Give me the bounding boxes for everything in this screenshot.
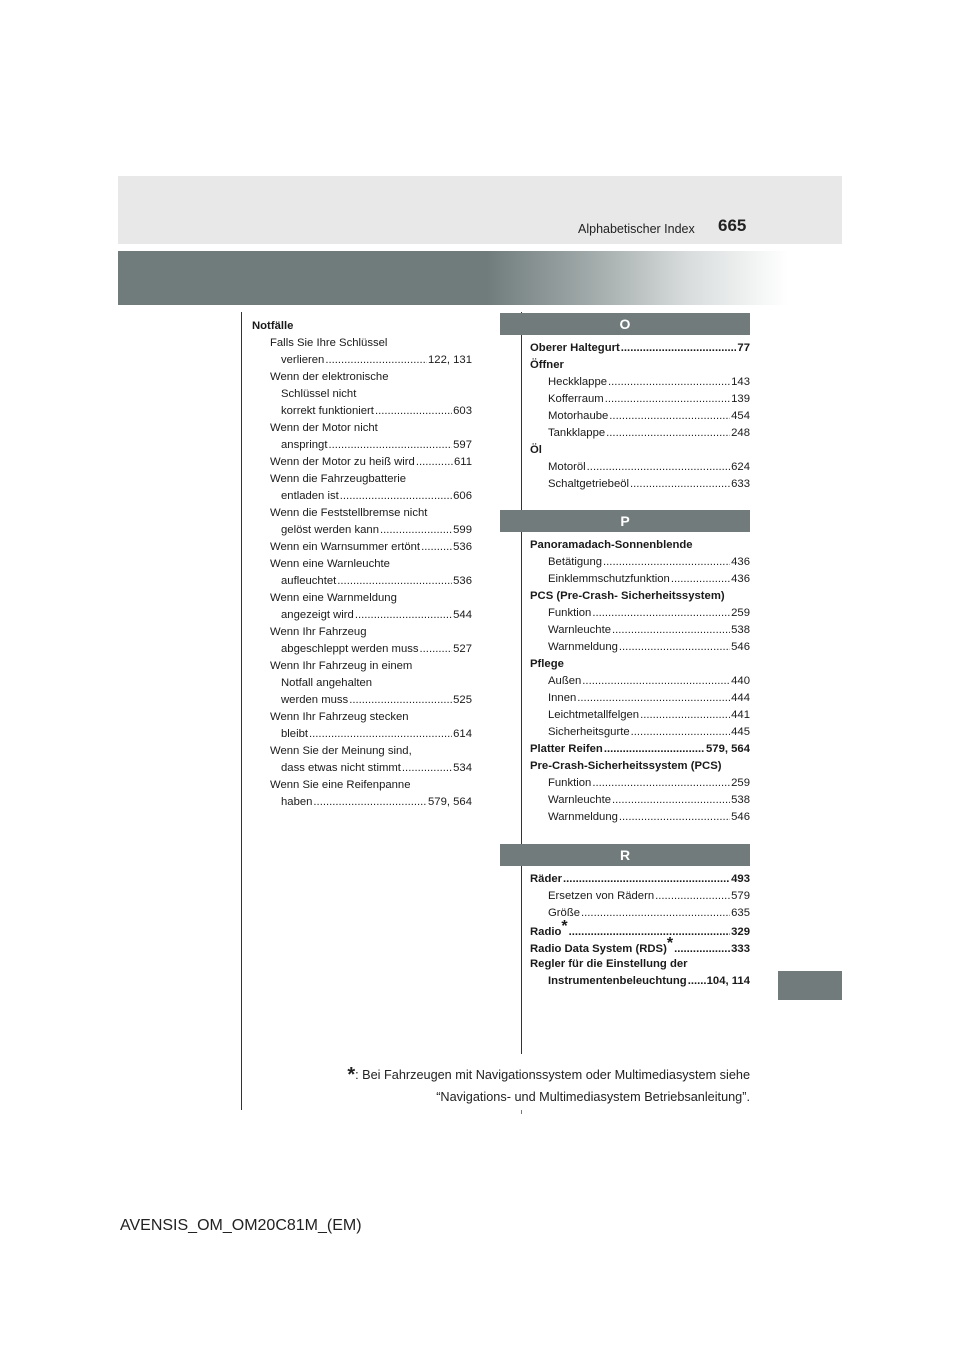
index-entry-page: 544: [453, 609, 472, 621]
index-entry-page: 624: [731, 461, 750, 473]
footnote-marker: *: [561, 918, 568, 935]
index-entry: [252, 743, 472, 760]
index-entry-page: 444: [731, 692, 750, 704]
index-entry: [530, 690, 750, 707]
dot-leader: [582, 673, 730, 690]
index-entry-term: Warnleuchte: [548, 624, 611, 636]
index-entry-page: 536: [453, 541, 472, 553]
footnote-line-2: “Navigations- und Multimediasystem Betriebsanleitung”.: [436, 1090, 750, 1104]
index-entry-term: werden muss: [281, 694, 349, 706]
index-group-o: [530, 340, 750, 493]
dot-leader: [612, 622, 730, 639]
index-entry-term: Platter Reifen: [530, 743, 603, 755]
index-entry: [252, 777, 472, 794]
index-entry-term: Warnmeldung: [548, 811, 618, 823]
index-entry-page: 635: [731, 907, 750, 919]
index-entry-term: angezeigt wird: [281, 609, 354, 621]
footnote: [300, 1064, 750, 1108]
index-entry-term: Ersetzen von Rädern: [548, 890, 655, 902]
index-entry-term: verlieren: [281, 354, 325, 366]
index-entry-page: 579, 564: [428, 796, 472, 808]
dot-leader: [671, 571, 730, 588]
header-gradient-bar: [118, 251, 788, 305]
index-entry-term: Regler für die Einstellung der: [530, 958, 688, 970]
index-entry-page: 538: [731, 794, 750, 806]
dot-leader: [349, 692, 452, 709]
index-entry-page: 579: [731, 890, 750, 902]
index-entry: [530, 476, 750, 493]
index-entry-page: 493: [731, 873, 750, 885]
index-entry: [530, 622, 750, 639]
dot-leader: [608, 374, 730, 391]
index-group-r: [530, 871, 750, 990]
index-entry: [252, 471, 472, 488]
index-entry-term: Wenn die Feststellbremse nicht: [270, 507, 428, 519]
index-entry-page: 454: [731, 410, 750, 422]
index-entry: [530, 554, 750, 571]
index-entry: [252, 760, 472, 777]
index-entry-term: Motoröl: [548, 461, 586, 473]
dot-leader: [640, 707, 730, 724]
index-entry-term: Öffner: [530, 359, 564, 371]
index-entry-page: 597: [453, 439, 472, 451]
index-entry: [530, 888, 750, 905]
dot-leader: [309, 726, 452, 743]
index-entry-term: Wenn der Motor nicht: [270, 422, 378, 434]
index-entry: [530, 741, 750, 758]
index-entry-term: Warnmeldung: [548, 641, 618, 653]
index-entry-term: Instrumentenbeleuchtung: [548, 975, 687, 987]
index-entry: [530, 459, 750, 476]
index-entry: [252, 386, 472, 403]
index-entry: [530, 605, 750, 622]
index-entry-term: Wenn Ihr Fahrzeug: [270, 626, 367, 638]
index-entry-page: 538: [731, 624, 750, 636]
dot-leader: [420, 641, 453, 658]
index-entry-page: 122, 131: [428, 354, 472, 366]
index-entry: [252, 369, 472, 386]
index-entry: [530, 588, 750, 605]
index-entry-term: Wenn eine Warnmeldung: [270, 592, 397, 604]
index-entry: [530, 656, 750, 673]
index-entry: [530, 758, 750, 775]
index-entry: [530, 973, 750, 990]
index-entry-page: 579, 564: [706, 743, 750, 755]
dot-leader: [402, 760, 452, 777]
index-entry: [530, 571, 750, 588]
index-entry-page: 259: [731, 777, 750, 789]
index-entry: [252, 794, 472, 811]
index-entry-term: Tankklappe: [548, 427, 606, 439]
index-entry: [530, 809, 750, 826]
index-entry-term: Oberer Haltegurt: [530, 342, 620, 354]
dot-leader: [581, 905, 730, 922]
dot-leader: [655, 888, 730, 905]
index-entry-term: Sicherheitsgurte: [548, 726, 630, 738]
dot-leader: [340, 488, 452, 505]
index-entry: [252, 624, 472, 641]
index-entry-term: Schlüssel nicht: [281, 388, 357, 400]
dot-leader: [603, 554, 730, 571]
dot-leader: [355, 607, 452, 624]
index-entry-term: Radio: [530, 926, 562, 938]
index-entry: [252, 505, 472, 522]
index-entry: [252, 539, 472, 556]
index-entry-term: Pflege: [530, 658, 564, 670]
index-entry: [252, 437, 472, 454]
index-entry-page: 329: [731, 926, 750, 938]
index-entry: [530, 391, 750, 408]
index-entry-term: Öl: [530, 444, 542, 456]
section-letter-o: O: [500, 313, 750, 335]
index-entry: [530, 724, 750, 741]
index-entry-page: 534: [453, 762, 472, 774]
index-entry-page: 333: [731, 943, 750, 955]
index-entry-term: Wenn der elektronische: [270, 371, 389, 383]
index-entry-page: 614: [453, 728, 472, 740]
index-entry-term: PCS (Pre-Crash- Sicherheitssystem): [530, 590, 725, 602]
dot-leader: [587, 459, 730, 476]
index-entry: [252, 403, 472, 420]
dot-leader: [313, 794, 427, 811]
dot-leader: [380, 522, 452, 539]
dot-leader: [592, 605, 730, 622]
index-entry: [530, 425, 750, 442]
index-entry: [530, 357, 750, 374]
chapter-side-tab: [778, 971, 842, 1000]
index-entry: [252, 675, 472, 692]
index-entry: [530, 792, 750, 809]
index-entry-page: 436: [731, 556, 750, 568]
document-code: AVENSIS_OM_OM20C81M_(EM): [120, 1217, 362, 1234]
index-entry: [530, 871, 750, 888]
index-entry-term: Notfälle: [252, 320, 294, 332]
index-entry-term: haben: [281, 796, 313, 808]
index-entry-page: 440: [731, 675, 750, 687]
index-entry: [252, 590, 472, 607]
index-entry-term: Wenn ein Warnsummer ertönt: [270, 541, 421, 553]
left-column-rule: [241, 312, 242, 1110]
index-entry-page: 259: [731, 607, 750, 619]
section-title: Alphabetischer Index: [578, 222, 695, 236]
footnote-line-1: : Bei Fahrzeugen mit Navigationssystem oder Multimediasystem siehe: [355, 1068, 750, 1082]
index-entry-page: 546: [731, 811, 750, 823]
dot-leader: [337, 573, 452, 590]
dot-leader: [328, 437, 452, 454]
middle-rule-tick: [521, 1110, 522, 1114]
dot-leader: [325, 352, 427, 369]
index-entry: [530, 918, 750, 939]
index-entry-term: Einklemmschutzfunktion: [548, 573, 670, 585]
index-entry: [530, 775, 750, 792]
index-entry-page: 611: [453, 456, 472, 468]
dot-leader: [630, 476, 730, 493]
index-entry-term: Notfall angehalten: [281, 677, 373, 689]
index-entry-page: 441: [731, 709, 750, 721]
index-column-left: [252, 318, 472, 811]
footnote-star: *: [347, 1064, 356, 1086]
dot-leader: [605, 391, 730, 408]
index-entry: [252, 607, 472, 624]
index-entry: [530, 707, 750, 724]
index-entry-page: 77: [737, 342, 750, 354]
index-entry-term: Heckklappe: [548, 376, 608, 388]
dot-leader: [421, 539, 452, 556]
index-entry: [252, 454, 472, 471]
index-entry-term: Außen: [548, 675, 582, 687]
index-entry: [252, 573, 472, 590]
index-entry-page: 436: [731, 573, 750, 585]
section-letter-r: R: [500, 844, 750, 866]
index-entry: [530, 442, 750, 459]
dot-leader: [606, 425, 730, 442]
index-entry: [530, 956, 750, 973]
index-entry-page: 546: [731, 641, 750, 653]
dot-leader: [688, 973, 706, 990]
index-entry-term: dass etwas nicht stimmt: [281, 762, 401, 774]
dot-leader: [592, 775, 730, 792]
index-entry-page: 139: [731, 393, 750, 405]
index-entry-term: Räder: [530, 873, 563, 885]
index-entry-term: anspringt: [281, 439, 328, 451]
index-entry-term: Leichtmetallfelgen: [548, 709, 640, 721]
index-entry-term: Motorhaube: [548, 410, 609, 422]
index-entry-page: 606: [453, 490, 472, 502]
index-entry: [252, 726, 472, 743]
dot-leader: [577, 690, 730, 707]
section-letter-p: P: [500, 510, 750, 532]
index-entry-page: 536: [453, 575, 472, 587]
index-entry-page: 599: [453, 524, 472, 536]
page-number: 665: [718, 216, 747, 235]
index-entry-term: gelöst werden kann: [281, 524, 379, 536]
dot-leader: [619, 809, 730, 826]
index-entry-page: 527: [453, 643, 472, 655]
index-entry: [252, 641, 472, 658]
index-entry: [252, 692, 472, 709]
dot-leader: [612, 792, 730, 809]
index-entry-term: Panoramadach-Sonnenblende: [530, 539, 693, 551]
dot-leader: [375, 403, 452, 420]
index-entry-term: Größe: [548, 907, 581, 919]
index-entry: [530, 537, 750, 554]
index-entry-term: Wenn Sie eine Reifenpanne: [270, 779, 411, 791]
index-entry: [530, 935, 750, 956]
index-entry-term: Warnleuchte: [548, 794, 611, 806]
index-entry-term: Wenn Ihr Fahrzeug stecken: [270, 711, 409, 723]
index-entry: [252, 420, 472, 437]
index-group-p: [530, 537, 750, 826]
index-entry-page: 445: [731, 726, 750, 738]
middle-column-rule: [521, 312, 522, 1054]
footnote-marker: *: [666, 935, 674, 952]
index-entry-term: aufleuchtet: [281, 575, 337, 587]
index-entry: [252, 658, 472, 675]
index-entry-term: korrekt funktioniert: [281, 405, 374, 417]
index-entry-term: Schaltgetriebeöl: [548, 478, 630, 490]
index-entry-term: Wenn Ihr Fahrzeug in einem: [270, 660, 413, 672]
dot-leader: [631, 724, 731, 741]
index-entry-term: Innen: [548, 692, 577, 704]
index-entry-page: 104, 114: [706, 975, 750, 987]
index-entry-term: entladen ist: [281, 490, 339, 502]
index-entry-term: Funktion: [548, 607, 592, 619]
index-entry: [252, 318, 472, 335]
index-entry-term: Funktion: [548, 777, 592, 789]
dot-leader: [416, 454, 453, 471]
index-entry-term: abgeschleppt werden muss: [281, 643, 419, 655]
dot-leader: [609, 408, 730, 425]
index-entry: [252, 522, 472, 539]
index-entry-page: 143: [731, 376, 750, 388]
index-entry: [252, 352, 472, 369]
index-entry: [530, 340, 750, 357]
index-entry-term: Wenn die Fahrzeugbatterie: [270, 473, 407, 485]
index-entry-page: 603: [453, 405, 472, 417]
index-entry-term: Falls Sie Ihre Schlüssel: [270, 337, 388, 349]
index-entry-term: bleibt: [281, 728, 309, 740]
index-entry: [530, 673, 750, 690]
dot-leader: [604, 741, 705, 758]
dot-leader: [563, 871, 730, 888]
index-entry-term: Wenn eine Warnleuchte: [270, 558, 390, 570]
index-entry: [252, 488, 472, 505]
index-entry-term: Wenn der Motor zu heiß wird: [270, 456, 415, 468]
index-entry-term: Pre-Crash-Sicherheitssystem (PCS): [530, 760, 722, 772]
index-entry: [252, 556, 472, 573]
dot-leader: [619, 639, 730, 656]
index-entry-page: 633: [731, 478, 750, 490]
index-entry-term: Radio Data System (RDS): [530, 943, 667, 955]
index-entry: [530, 374, 750, 391]
index-entry: [530, 408, 750, 425]
index-entry-term: Kofferraum: [548, 393, 604, 405]
dot-leader: [621, 340, 737, 357]
index-entry: [252, 335, 472, 352]
index-entry-page: 248: [731, 427, 750, 439]
index-entry-term: Wenn Sie der Meinung sind,: [270, 745, 412, 757]
index-entry: [530, 639, 750, 656]
index-entry: [252, 709, 472, 726]
index-entry-page: 525: [453, 694, 472, 706]
index-entry-term: Betätigung: [548, 556, 603, 568]
